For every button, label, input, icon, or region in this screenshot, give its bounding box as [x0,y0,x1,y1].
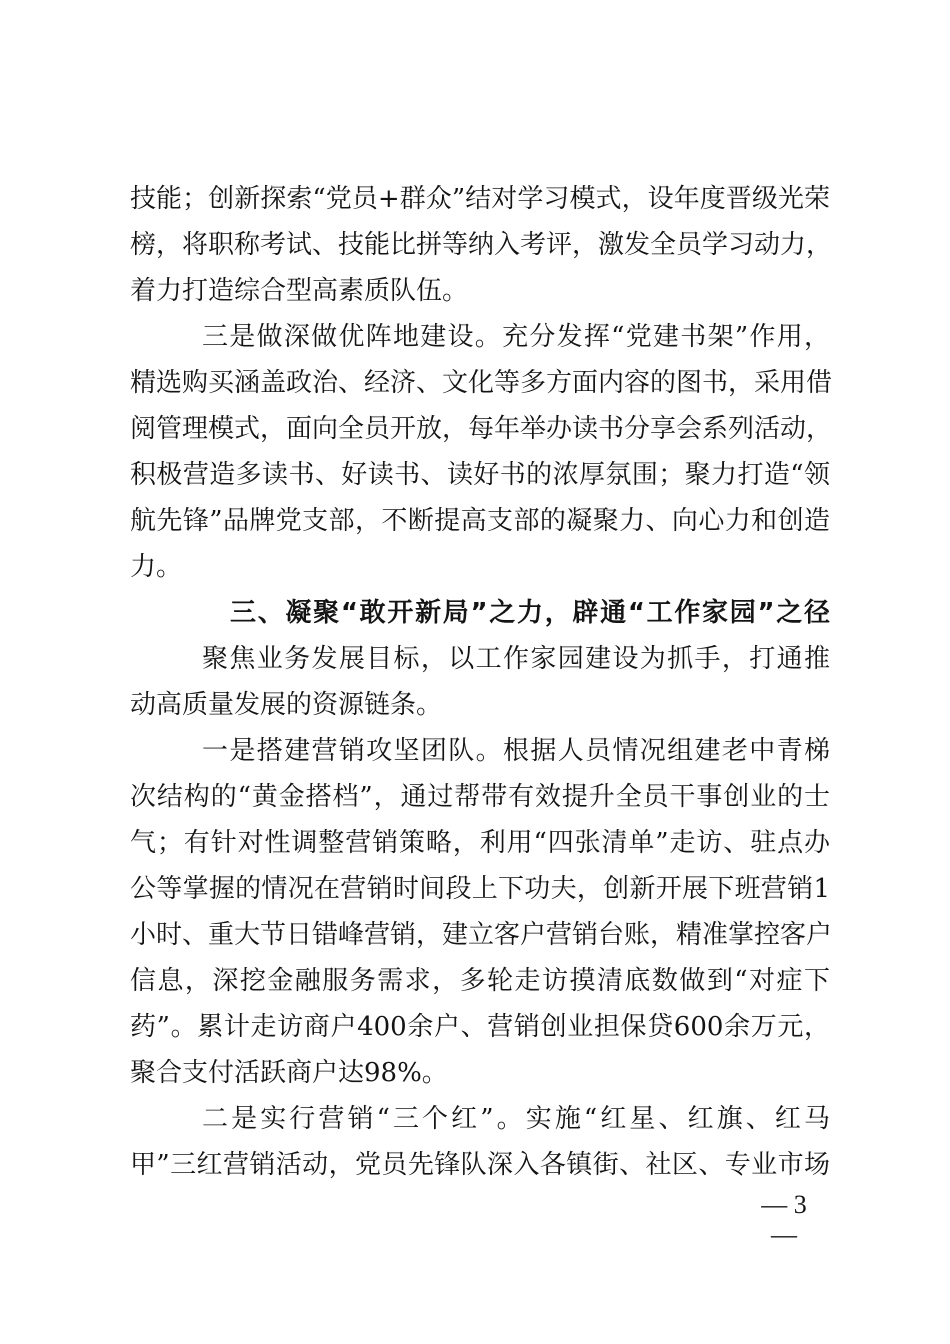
text-line: 药”。累计走访商户400余户、营销创业担保贷600余万元， [130,1012,830,1042]
text-line: 阅管理模式，面向全员开放，每年举办读书分享会系列活动， [130,414,833,444]
text-line: 二是实行营销“三个红”。实施“红星、红旗、红马 [202,1104,830,1134]
text-line: 小时、重大节日错峰营销，建立客户营销台账，精准掌控客户 [130,920,833,950]
text-line: 积极营造多读书、好读书、读好书的浓厚氛围；聚力打造“领 [130,460,830,490]
text-line: 公等掌握的情况在营销时间段上下功夫，创新开展下班营销1 [130,874,830,904]
text-line: 航先锋”品牌党支部，不断提高支部的凝聚力、向心力和创造 [130,506,830,536]
text-line: 动高质量发展的资源链条。 [130,690,443,720]
text-line: 榜，将职称考试、技能比拼等纳入考评，激发全员学习动力， [130,230,833,260]
text-line: 技能；创新探索“党员+群众”结对学习模式，设年度晋级光荣 [130,184,830,214]
text-line: 精选购买涵盖政治、经济、文化等多方面内容的图书，采用借 [130,368,833,398]
text-line: 聚合支付活跃商户达98%。 [130,1058,448,1088]
text-line: 三是做深做优阵地建设。充分发挥“党建书架”作用， [202,322,830,352]
text-line: 次结构的“黄金搭档”，通过帮带有效提升全员干事创业的士 [130,782,830,812]
text-line: 着力打造综合型高素质队伍。 [130,276,469,306]
text-line: 信息，深挖金融服务需求，多轮走访摸清底数做到“对症下 [130,966,830,996]
text-line: 力。 [130,552,183,582]
text-line: 甲”三红营销活动，党员先锋队深入各镇街、社区、专业市场 [130,1150,830,1180]
text-line: 一是搭建营销攻坚团队。根据人员情况组建老中青梯 [202,736,830,766]
text-line: 聚焦业务发展目标，以工作家园建设为抓手，打通推 [202,644,830,674]
text-line: 气；有针对性调整营销策略，利用“四张清单”走访、驻点办 [130,828,830,858]
section-heading: 三、凝聚“敢开新局”之力，辟通“工作家园”之径 [230,598,830,628]
page-number: — 3 — [761,1190,807,1249]
